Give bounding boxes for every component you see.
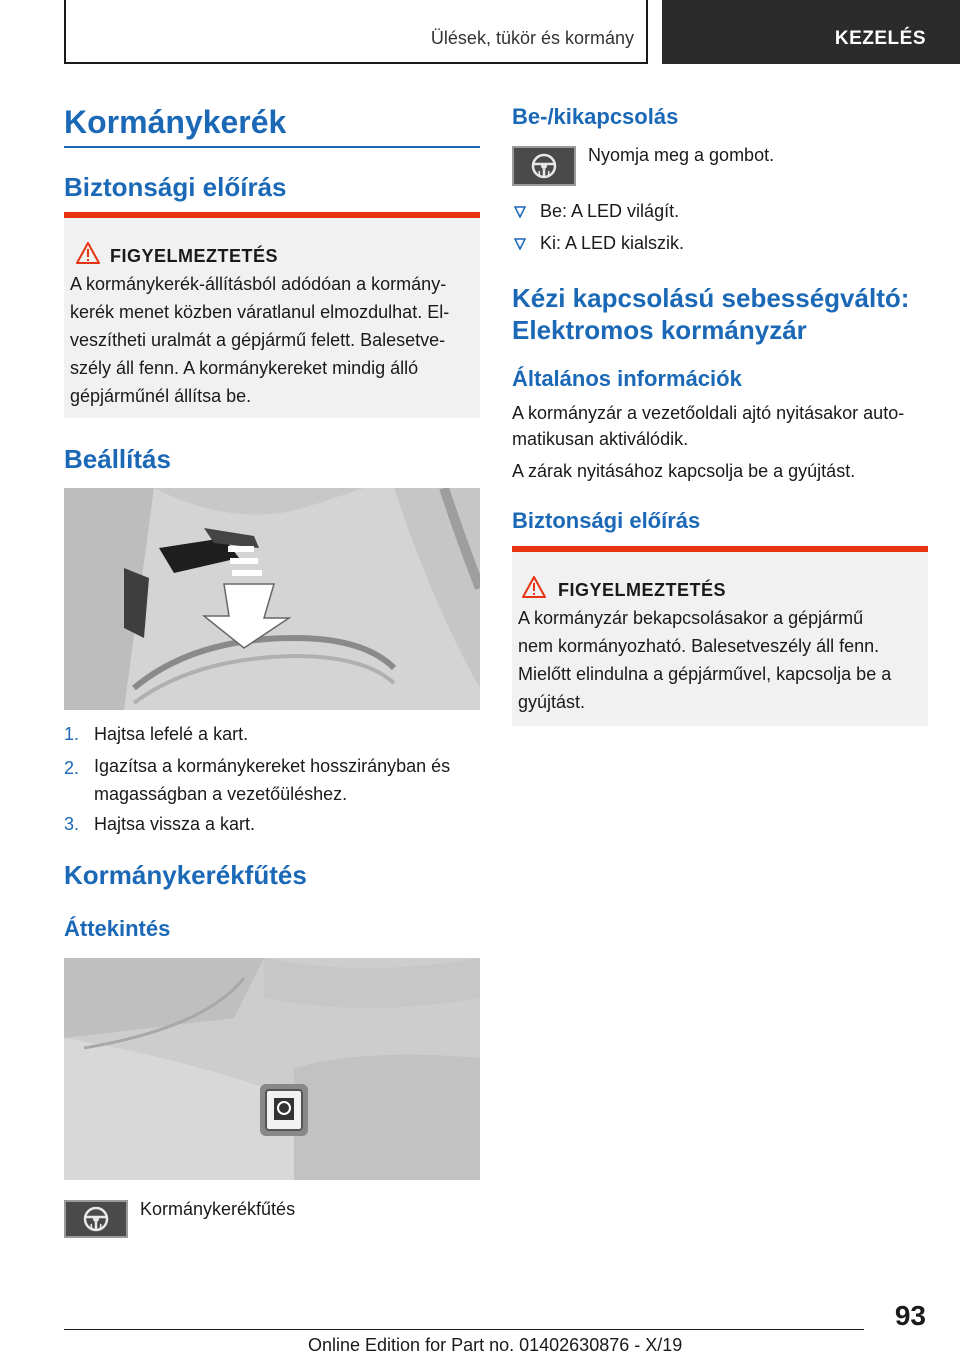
step-number-2: 2. — [64, 758, 80, 778]
steering-heating-button-icon-2 — [512, 146, 576, 186]
heating-heading: Kormánykerékfűtés — [64, 860, 307, 890]
page-number: 93 — [894, 1300, 926, 1331]
warning-label: FIGYELMEZTETÉS — [558, 580, 727, 600]
steering-wheel-heat-icon — [514, 148, 574, 184]
heating-illustration-graphic — [64, 958, 480, 1180]
warning-text: A kormányzár bekapcsolásakor a gépjármű nem kormányozható. Balesetveszély áll fenn. Mielőtt elindulna a gépjárművel, kapcsolja be a gyújtást. — [518, 608, 892, 712]
warning-triangle-icon — [522, 576, 546, 598]
heating-caption: Kormánykerékfűtés — [140, 1199, 296, 1219]
edition-footer: Online Edition for Part no. 01402630876 - X/19 — [308, 1335, 683, 1355]
warning-box-lock — [512, 546, 928, 726]
steering-wheel-heat-icon — [66, 1202, 126, 1236]
onoff-heading: Be-/kikapcsolás — [512, 104, 679, 129]
page-title: Kormánykerék — [64, 104, 287, 140]
warning-box-steering — [64, 212, 480, 418]
ignition-text: A zárak nyitásához kapcsolja be a gyújtást. — [512, 461, 856, 481]
safety-heading-left: Biztonsági előírás — [64, 172, 287, 202]
warning-triangle-icon — [76, 242, 100, 264]
step-text-1: Hajtsa lefelé a kart. — [94, 724, 249, 744]
step-text-3: Hajtsa vissza a kart. — [94, 814, 256, 834]
footer-rule — [64, 1329, 864, 1330]
general-info-text: A kormányzár a vezetőoldali ajtó nyitásakor auto- matikusan aktiválódik. — [512, 403, 905, 449]
safety-heading-right: Biztonsági előírás — [512, 508, 701, 533]
press-button-text: Nyomja meg a gombot. — [588, 145, 775, 165]
bullet-triangle-icon — [514, 238, 526, 250]
manual-transmission-heading: Kézi kapcsolású sebességváltó: Elektromos kormányzár — [512, 283, 910, 345]
lever-illustration-graphic — [64, 488, 480, 710]
bullet-led-off: Ki: A LED kialszik. — [540, 233, 685, 253]
adjust-heading: Beállítás — [64, 444, 171, 474]
general-info-heading: Általános információk — [512, 366, 742, 391]
bullet-led-on: Be: A LED világít. — [540, 201, 680, 221]
bullet-triangle-icon — [514, 206, 526, 218]
overview-heading: Áttekintés — [64, 916, 171, 941]
section-tab — [662, 0, 960, 64]
chapter-title: Ülések, tükör és kormány — [430, 28, 634, 48]
steering-lever-illustration — [64, 488, 480, 710]
heating-button-illustration — [64, 958, 480, 1180]
warning-text: A kormánykerék-állításból adódóan a kormány- kerék menet közben váratlanul elmozdulhat. El- veszítheti uralmát a gépjármű felett. Balesetve- szély áll fenn. A kormánykereket mindig álló gépjárműnél állítsa be. — [70, 274, 450, 406]
step-text-2: Igazítsa a kormánykereket hosszirányban és magasságban a vezetőüléshez. — [94, 756, 451, 804]
step-number-1: 1. — [64, 724, 80, 744]
warning-label: FIGYELMEZTETÉS — [110, 246, 279, 266]
chapter-header — [64, 0, 648, 64]
step-number-3: 3. — [64, 814, 80, 834]
steering-heating-button-icon — [64, 1200, 128, 1238]
section-label: KEZELÉS — [834, 28, 926, 49]
title-rule — [64, 146, 480, 148]
